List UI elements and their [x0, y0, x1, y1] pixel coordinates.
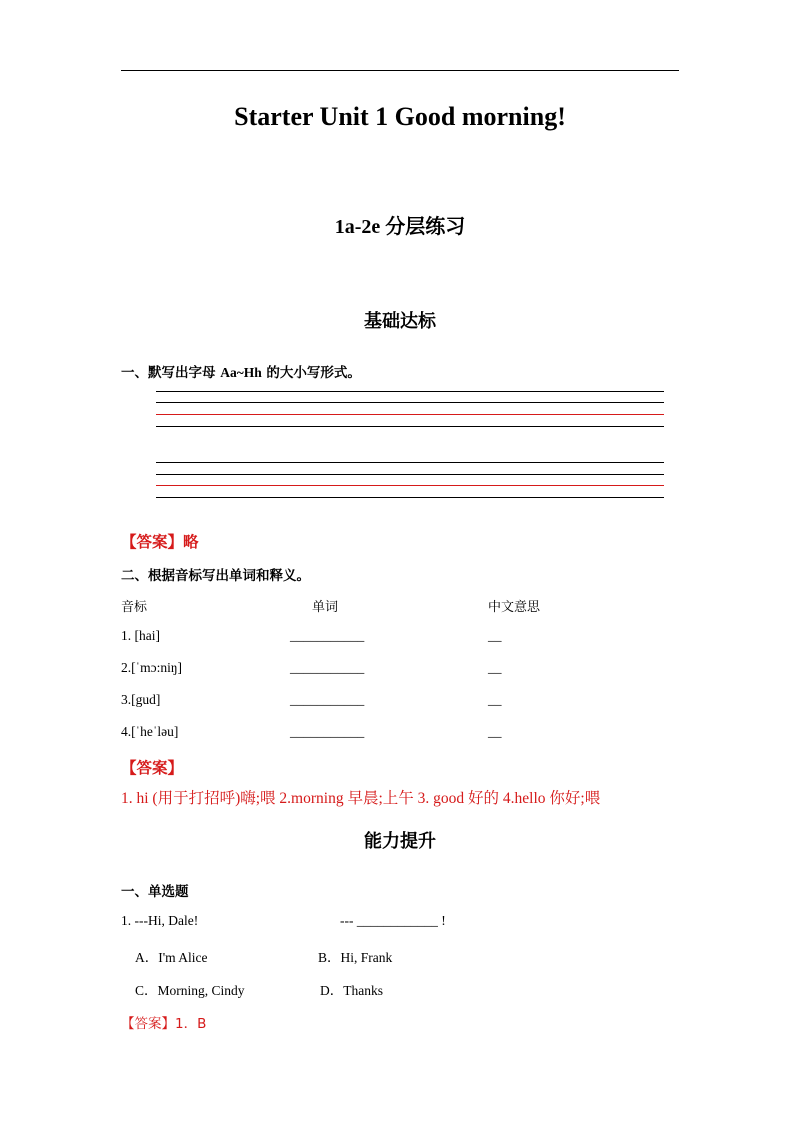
word-blank: ___________ — [290, 628, 365, 643]
writing-line — [156, 402, 664, 403]
option-d: D．Thanks — [320, 983, 383, 998]
answer-2-text: 1. hi (用于打招呼)嗨;喂 2.morning 早晨;上午 3. good 好的 4.hello 你好;喂 — [121, 790, 601, 807]
writing-line-red — [156, 414, 664, 415]
option-b: B．Hi, Frank — [318, 950, 393, 965]
phonetic-cell: 4.[ˈheˈləu] — [121, 724, 179, 739]
page-title: Starter Unit 1 Good morning! — [234, 102, 566, 131]
meaning-blank: __ — [488, 692, 502, 707]
writing-line — [156, 462, 664, 463]
question-1-prefix: 一、默写出字母 — [121, 365, 221, 381]
mc-answer: 【答案】1．B — [121, 1016, 207, 1032]
answer-label: 【答案】 — [121, 533, 184, 551]
mc-question: 1. ---Hi, Dale! — [121, 913, 199, 928]
multiple-choice-title: 一、单选题 — [121, 884, 189, 900]
meaning-blank: __ — [488, 724, 502, 739]
writing-line — [156, 474, 664, 475]
mc-response: --- ____________ ! — [340, 913, 446, 928]
phonetic-cell: 1. [hai] — [121, 628, 160, 643]
phonetic-cell: 3.[gud] — [121, 692, 161, 707]
writing-line-red — [156, 485, 664, 486]
header-rule — [121, 70, 679, 71]
writing-line — [156, 391, 664, 392]
word-blank: ___________ — [290, 724, 365, 739]
word-blank: ___________ — [290, 660, 365, 675]
writing-line — [156, 497, 664, 498]
answer-1 — [121, 530, 199, 552]
question-1-range: Aa~Hh — [220, 365, 262, 380]
writing-line — [156, 426, 664, 427]
section-heading-basic: 基础达标 — [364, 311, 436, 332]
question-1-title — [121, 361, 361, 381]
answer-text: 略 — [183, 533, 199, 551]
option-a: A．I'm Alice — [135, 950, 208, 965]
option-c: C．Morning, Cindy — [135, 983, 245, 998]
answer-2-label: 【答案】 — [121, 759, 184, 777]
section-heading-advanced: 能力提升 — [364, 831, 436, 852]
column-header-meaning: 中文意思 — [488, 600, 541, 615]
meaning-blank: __ — [488, 628, 502, 643]
question-2-title: 二、根据音标写出单词和释义。 — [121, 568, 310, 584]
page-subtitle: 1a-2e 分层练习 — [334, 216, 466, 238]
column-header-word: 单词 — [312, 600, 339, 615]
phonetic-cell: 2.[ˈmɔ:niŋ] — [121, 660, 183, 675]
question-1-suffix: 的大小写形式。 — [261, 365, 361, 381]
meaning-blank: __ — [488, 660, 502, 675]
column-header-phonetic: 音标 — [121, 600, 148, 615]
word-blank: ___________ — [290, 692, 365, 707]
